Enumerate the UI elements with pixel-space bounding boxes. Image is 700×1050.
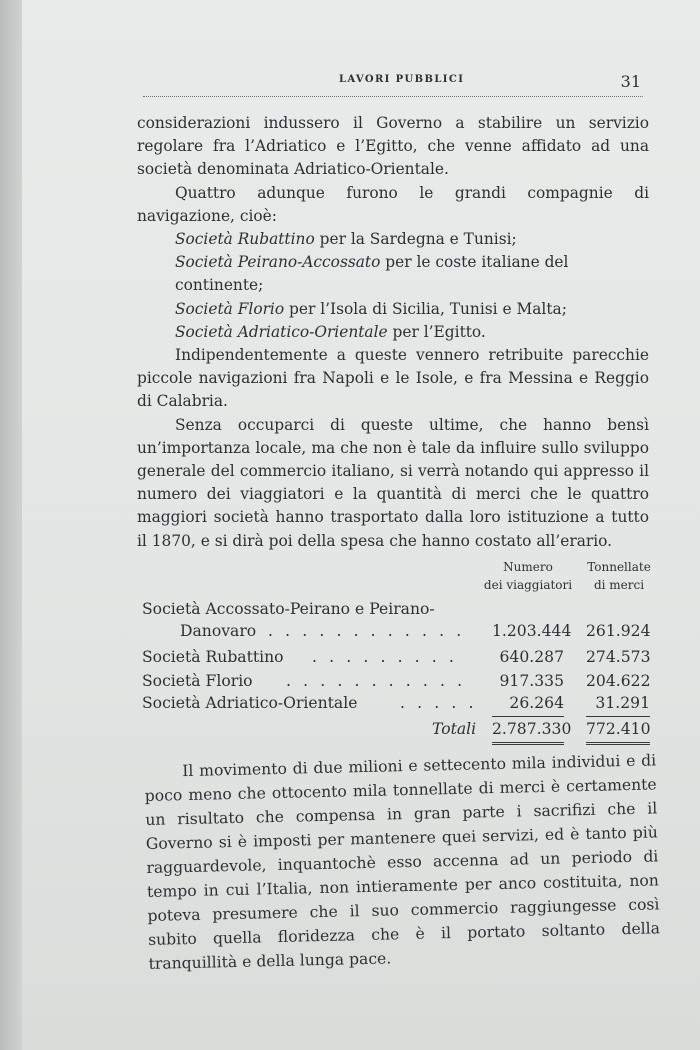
list-item [137, 228, 649, 251]
company-route: per l’Isola di Sicilia, Tunisi e Malta; [284, 299, 567, 318]
list-item [137, 251, 649, 297]
table-row [142, 600, 652, 622]
totals-row [142, 720, 652, 742]
paragraph-4: Senza occuparci di queste ultime, che hanno bensì un’importanza locale, ma che non è tale da influire sullo sviluppo generale del commercio italiano, si verrà notando qui appresso il numero dei viaggiatori e la quantità di merci che le quattro maggiori società hanno trasportato dalla loro istituzione a tutto il 1870, e si dirà poi della spesa che hanno costato all’erario. [137, 415, 649, 550]
closing-paragraph-block [144, 748, 661, 976]
book-gutter [0, 0, 22, 1050]
list-item [137, 321, 649, 344]
total-travellers: 2.787.330 [492, 720, 572, 738]
column-header-line: Numero [503, 560, 553, 574]
total-rule-travellers [492, 742, 564, 745]
leader-dots: . . . . . . . . . . . . [268, 622, 465, 640]
company-route: per l’Egitto. [387, 322, 486, 341]
tonnage-cell: 274.573 [586, 648, 651, 666]
company-route: per la Sardegna e Tunisi; [314, 230, 517, 249]
header-rule [143, 96, 643, 97]
page-number: 31 [620, 72, 641, 91]
travellers-cell: 26.264 [509, 694, 564, 712]
paragraph-3: Indipendentemente a queste vennero retribuite parecchie piccole navigazioni fra Napoli e le Isole, e fra Messina e Reggio di Calabria. [137, 346, 649, 411]
sum-rule-travellers [492, 716, 564, 717]
company-name: Società Adriatico-Orientale [175, 322, 388, 341]
column-header-travellers [472, 558, 584, 594]
column-header-tonnage [586, 558, 652, 594]
body-text [137, 112, 649, 553]
running-title: LAVORI PUBBLICI [339, 74, 465, 85]
company-name: Società Peirano-Accossato [175, 253, 381, 272]
company-route: per le coste italiane del continente; [175, 253, 569, 295]
row-label: Società Adriatico-Orientale [142, 694, 358, 712]
column-header-line: Tonnellate [587, 560, 651, 574]
table-row [142, 648, 652, 670]
column-header-line: di merci [593, 578, 645, 592]
travellers-cell: 640.287 [499, 648, 564, 666]
company-name: Società Rubattino [175, 230, 315, 249]
row-label-first-line: Società Accossato-Peirano e Peirano- [142, 600, 435, 618]
company-name: Società Florio [175, 299, 285, 318]
travellers-cell: 917.335 [499, 672, 564, 690]
tonnage-cell: 204.622 [586, 672, 651, 690]
table-row [142, 694, 652, 716]
paragraph-1: considerazioni indussero il Governo a stabilire un servizio regolare fra l’Adriatico e l’Egitto, che venne affidato ad una società denominata Adriatico-Orientale. [137, 114, 649, 179]
tonnage-cell: 31.291 [595, 694, 650, 712]
sum-rule-tonnage [586, 716, 650, 717]
paragraph-2: Quattro adunque furono le grandi compagnie di navigazione, cioè: [137, 183, 649, 225]
leader-dots: . . . . . . . . . . . [286, 672, 466, 690]
totals-label: Totali [432, 720, 477, 738]
travellers-cell: 1.203.444 [492, 622, 572, 640]
row-label: Società Rubattino [142, 648, 284, 666]
page-header [143, 70, 643, 104]
list-item [137, 298, 649, 321]
tonnage-cell: 261.924 [586, 622, 651, 640]
table-row [142, 622, 652, 644]
leader-dots: . . . . . [400, 694, 478, 712]
row-label: Danovaro [180, 622, 257, 640]
total-tonnage: 772.410 [586, 720, 651, 738]
table-row [142, 672, 652, 694]
column-header-line: dei viaggiatori [483, 578, 573, 592]
total-rule-tonnage [586, 742, 650, 745]
closing-paragraph: Il movimento di due milioni e settecento mila individui e di poco meno che ottocento mila tonnellate di merci è certamente un risultato che compensa in gran parte i sacrifizi che il Governo si è imposti per mantenere quei servizi, ed è tanto più ragguardevole, inquantochè esso accenna ad un periodo di tempo in cui l’Italia, non intieramente per anco costituita, non poteva presumere che il suo commercio raggiungesse così subito quella floridezza che è il portato soltanto della tranquillità e della lunga pace. [144, 751, 661, 973]
leader-dots: . . . . . . . . . [312, 648, 458, 666]
row-label: Società Florio [142, 672, 253, 690]
